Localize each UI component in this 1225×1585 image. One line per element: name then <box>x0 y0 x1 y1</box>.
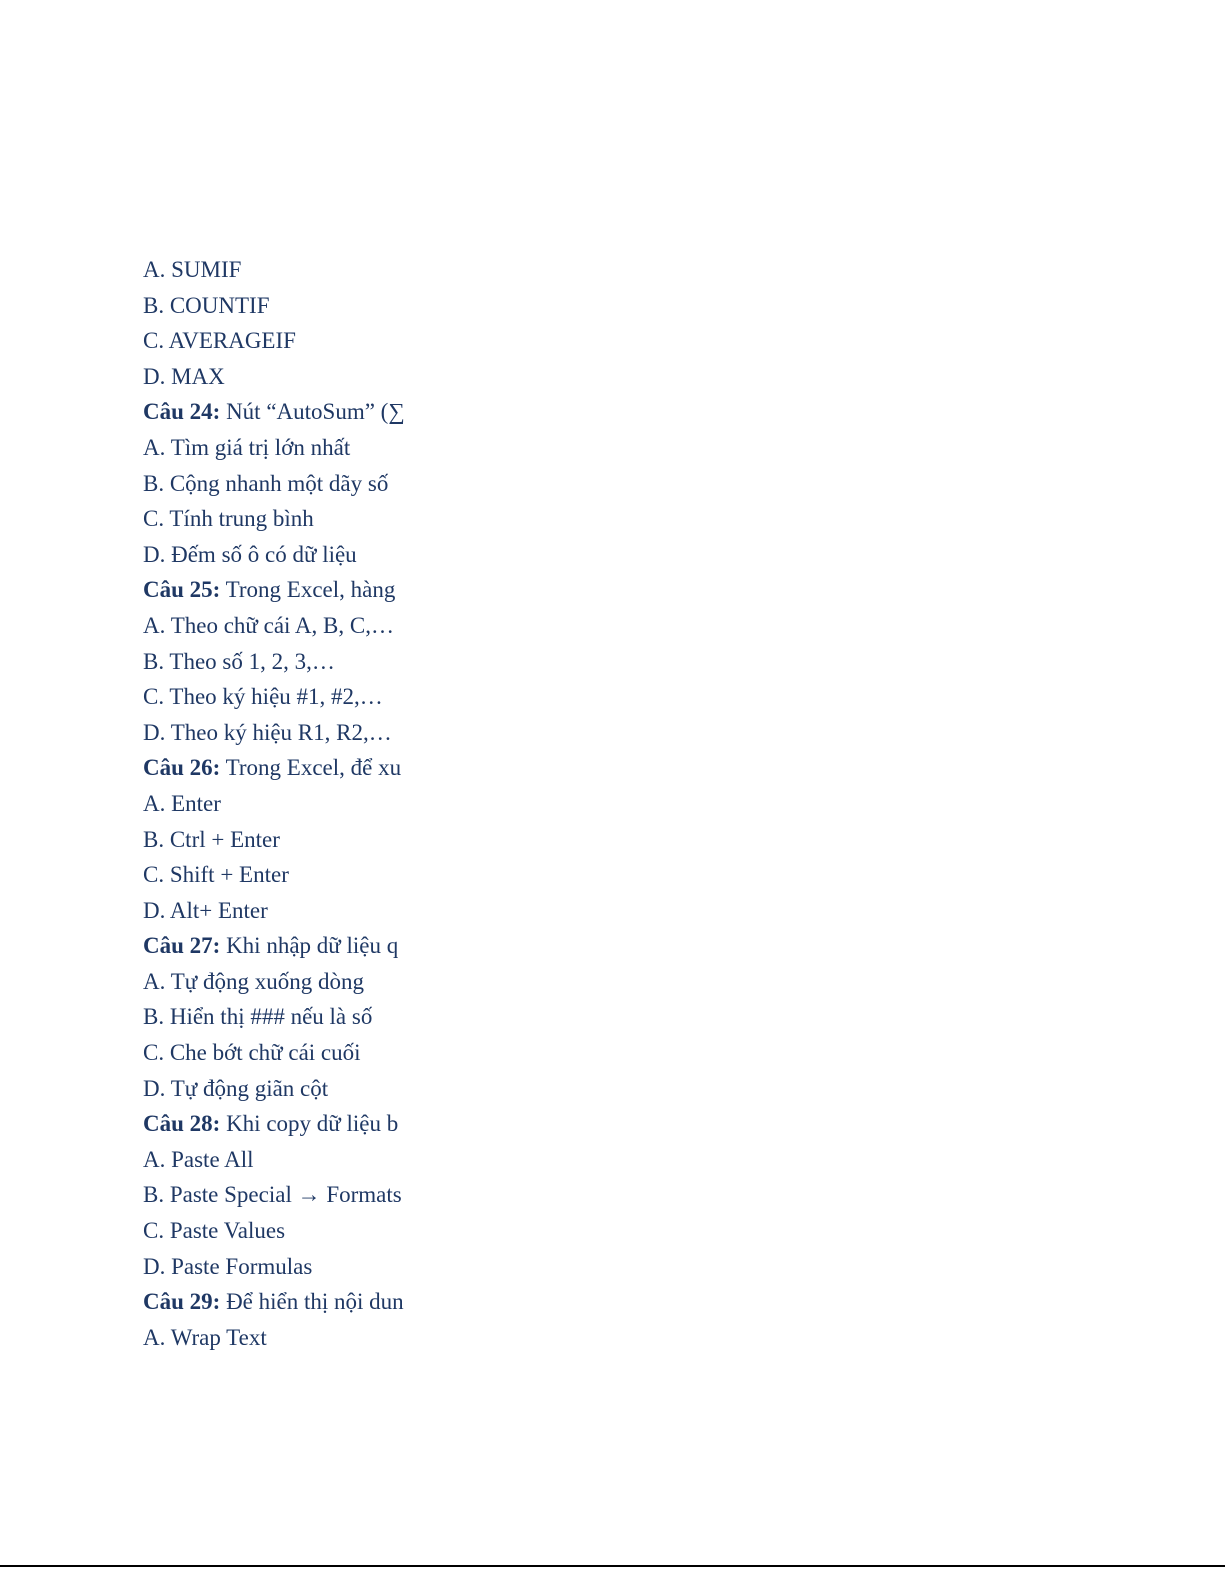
answer-option: A. SUMIF <box>143 257 242 282</box>
answer-option: B. COUNTIF <box>143 292 270 318</box>
question-number: Câu 29: <box>143 1289 221 1315</box>
answer-option: A. Theo chữ cái A, B, C,… <box>143 612 394 638</box>
quiz-text-column <box>143 252 443 1355</box>
answer-option: B. Hiển thị ### nếu là số <box>143 1004 373 1030</box>
question-text: Khi nhập dữ liệu q <box>220 933 399 959</box>
answer-option: B. Ctrl + Enter <box>143 826 280 852</box>
answer-option: B. Cộng nhanh một dãy số <box>143 470 389 496</box>
answer-option: D. Tự động giãn cột <box>143 1075 329 1101</box>
answer-option: D. MAX <box>143 363 225 389</box>
question-line <box>143 928 443 964</box>
answer-option: D. Paste Formulas <box>143 1253 313 1279</box>
question-line <box>143 1284 443 1320</box>
question-number: Câu 26: <box>143 755 221 781</box>
answer-option: A. Tìm giá trị lớn nhất <box>143 434 351 460</box>
answer-option: D. Alt+ Enter <box>143 897 268 923</box>
question-text: Trong Excel, hàng <box>220 577 396 603</box>
answer-option: A. Enter <box>143 790 221 816</box>
question-number: Câu 27: <box>143 933 221 959</box>
answer-option: B. Theo số 1, 2, 3,… <box>143 648 335 674</box>
answer-option: C. Theo ký hiệu #1, #2,… <box>143 684 383 710</box>
answer-option: C. Che bớt chữ cái cuối <box>143 1040 361 1066</box>
answer-option: C. Tính trung bình <box>143 506 314 532</box>
question-line <box>143 1106 443 1142</box>
answer-option: C. AVERAGEIF <box>143 328 296 354</box>
page-bottom-rule <box>0 1565 1225 1567</box>
question-number: Câu 24: <box>143 399 221 425</box>
question-text: Trong Excel, để xu <box>220 755 402 781</box>
answer-option: A. Paste All <box>143 1146 254 1172</box>
answer-option: D. Theo ký hiệu R1, R2,… <box>143 719 392 745</box>
answer-option: B. Paste Special → Formats <box>143 1182 402 1208</box>
question-text: Khi copy dữ liệu b <box>220 1111 399 1137</box>
question-line <box>143 750 443 786</box>
answer-option: D. Đếm số ô có dữ liệu <box>143 541 357 567</box>
question-number: Câu 28: <box>143 1111 221 1137</box>
question-number: Câu 25: <box>143 577 221 603</box>
answer-option: C. Shift + Enter <box>143 862 289 888</box>
answer-option: C. Paste Values <box>143 1218 286 1244</box>
question-line <box>143 394 443 430</box>
question-text: Nút “AutoSum” (∑ <box>220 399 405 425</box>
question-text: Để hiển thị nội dun <box>220 1289 404 1315</box>
answer-option: A. Wrap Text <box>143 1324 267 1350</box>
question-line <box>143 572 443 608</box>
answer-option: A. Tự động xuống dòng <box>143 968 364 994</box>
